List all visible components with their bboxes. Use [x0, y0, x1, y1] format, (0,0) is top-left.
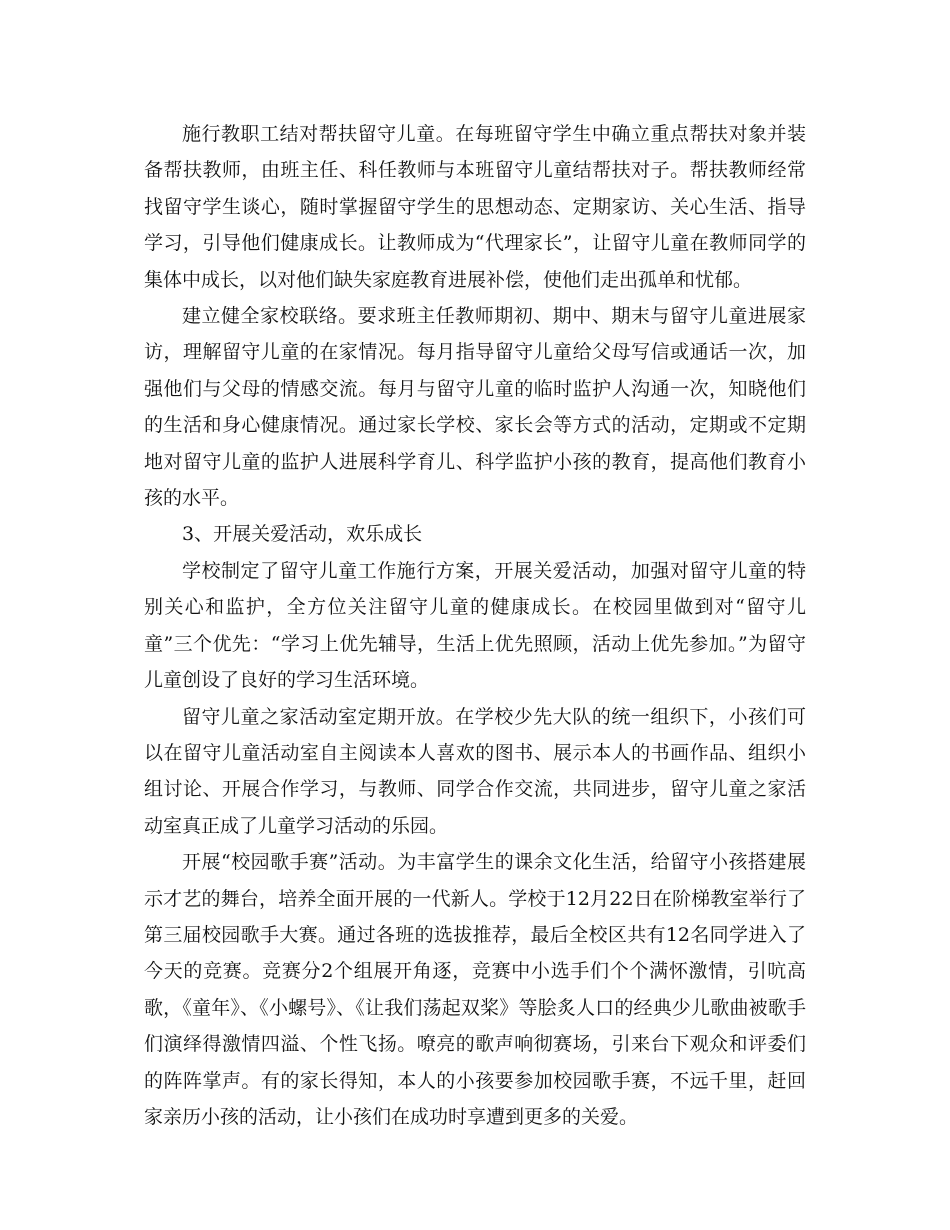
document-page: [144, 116, 806, 1135]
paragraph-activity-room: 留守儿童之家活动室定期开放。在学校少先大队的统一组织下，小孩们可以在留守儿童活动室自主阅读本人喜欢的图书、展示本人的书画作品、组织小组讨论、开展合作学习，与教师、同学合作交流，共同进步，留守儿童之家活动室真正成了儿童学习活动的乐园。: [144, 705, 806, 837]
paragraph-home-school-contact: 建立健全家校联络。要求班主任教师期初、期中、期末与留守儿童进展家访，理解留守儿童的在家情况。每月指导留守儿童给父母写信或通话一次，加强他们与父母的情感交流。每月与留守儿童的临时监护人沟通一次，知晓他们的生活和身心健康情况。通过家长学校、家长会等方式的活动，定期或不定期地对留守儿童的监护人进展科学育儿、科学监护小孩的教育，提高他们教育小孩的水平。: [144, 305, 806, 510]
paragraph-teacher-pairing: 施行教职工结对帮扶留守儿童。在每班留守学生中确立重点帮扶对象并装备帮扶教师，由班主任、科任教师与本班留守儿童结帮扶对子。帮扶教师经常找留守学生谈心，随时掌握留守学生的思想动态、定期家访、关心生活、指导学习，引导他们健康成长。让教师成为“代理家长”，让留守儿童在教师同学的集体中成长，以对他们缺失家庭教育进展补偿，使他们走出孤单和忧郁。: [144, 123, 806, 291]
paragraph-singing-contest: 开展“校园歌手赛”活动。为丰富学生的课余文化生活，给留守小孩搭建展示才艺的舞台，培养全面开展的一代新人。学校于12月22日在阶梯教室举行了第三届校园歌手大赛。通过各班的选拔推荐，最后全校区共有12名同学进入了今天的竞赛。竞赛分2个组展开角逐，竞赛中小选手们个个满怀激情，引吭高歌，《童年》、《小螺号》、《让我们荡起双桨》等脍炙人口的经典少儿歌曲被歌手们演绎得激情四溢、个性飞扬。嘹亮的歌声响彻赛场，引来台下观众和评委们的阵阵掌声。有的家长得知，本人的小孩要参加校园歌手赛，不远千里，赶回家亲历小孩的活动，让小孩们在成功时享遭到更多的关爱。: [144, 851, 806, 1128]
section-heading: 3、开展关爱活动，欢乐成长: [182, 523, 423, 546]
paragraph-care-plan: 学校制定了留守儿童工作施行方案，开展关爱活动，加强对留守儿童的特别关心和监护，全方位关注留守儿童的健康成长。在校园里做到对“留守儿童”三个优先：“学习上优先辅导，生活上优先照顾，活动上优先参加。”为留守儿童创设了良好的学习生活环境。: [144, 559, 806, 692]
